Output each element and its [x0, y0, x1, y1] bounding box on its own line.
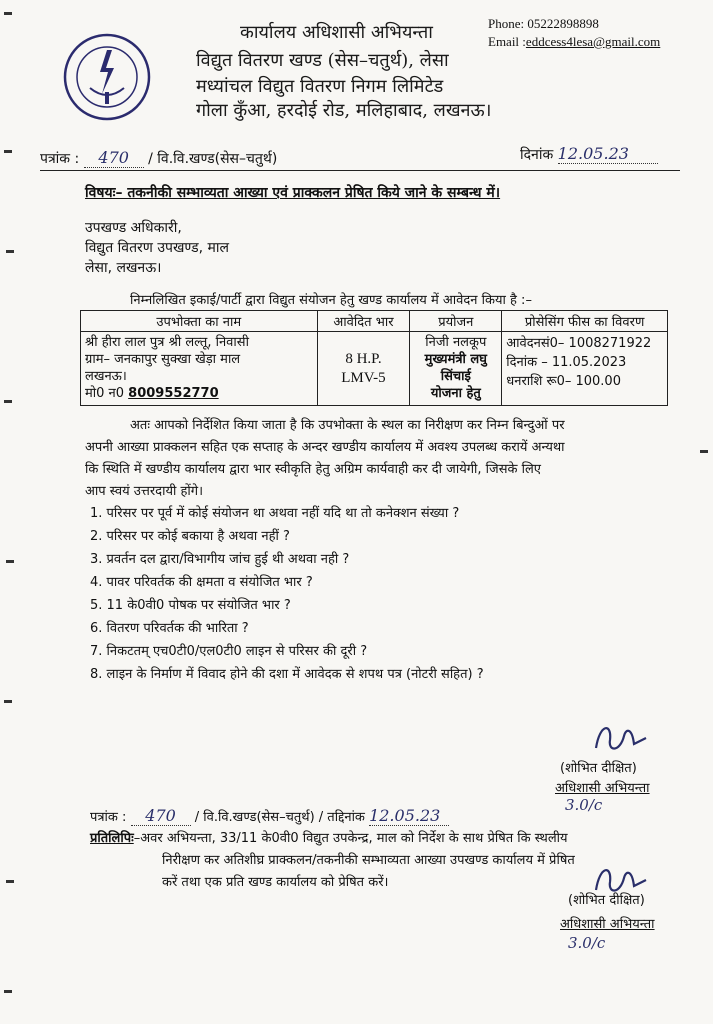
date-value: 12.05.23 — [558, 144, 658, 164]
signatory-title: अधिशासी अभियन्ता — [555, 781, 650, 796]
consumer-cell — [81, 332, 318, 406]
intro-text: निम्नलिखित इकाई/पार्टी द्वारा विद्युत संयोजन हेतु खण्ड कार्यालय में आवेदन किया है :– — [130, 293, 532, 308]
recipient-line1: उपखण्ड अधिकारी, — [85, 220, 182, 236]
list-item: 4. पावर परिवर्तक की क्षमता व संयोजित भार ? — [90, 575, 313, 590]
copy-line2: निरीक्षण कर अतिशीघ्र प्राक्कलन/तकनीकी सम्भाव्यता आख्या उपखण्ड कार्यालय में प्रेषित — [162, 853, 575, 868]
consumer-line1: श्री हीरा लाल पुत्र श्री लल्तू, निवासी — [85, 335, 249, 350]
body-line2: अपनी आख्या प्राक्कलन सहित एक सप्ताह के अन्दर खण्डीय कार्यालय में अवश्य उपलब्ध करायें अन्यथा — [85, 440, 565, 455]
recipient-line2: विद्युत वितरण उपखण्ड, माल — [85, 240, 229, 256]
email-label: Email : — [488, 34, 526, 49]
fee-amount: धनराशि रू0– 100.00 — [506, 374, 621, 389]
signatory-note-2: 3.0/c — [568, 934, 606, 952]
list-item: 8. लाइन के निर्माण में विवाद होने की दशा में आवेदक से शपथ पत्र (नोटरी सहित) ? — [90, 667, 484, 682]
load-category: LMV-5 — [341, 369, 386, 386]
body-line1: अतः आपको निर्देशित किया जाता है कि उपभोक्ता के स्थल का निरीक्षण कर निम्न बिन्दुओं पर — [130, 418, 565, 433]
copy-ref-line — [90, 806, 449, 826]
recipient-line3: लेसा, लखनऊ। — [85, 260, 162, 276]
purpose-line4: योजना हेतु — [430, 386, 481, 401]
copy-line1-wrap — [90, 828, 568, 846]
copy-label: प्रतिलिपिः — [90, 831, 134, 846]
load-hp: 8 H.P. — [345, 350, 382, 367]
list-item: 6. वितरण परिवर्तक की भारिता ? — [90, 621, 249, 636]
signature-scribble-icon — [590, 718, 650, 758]
email-address[interactable]: eddcess4lesa@gmail.com — [525, 34, 661, 49]
margin-mark — [6, 560, 14, 563]
list-item: 5. 11 के0वी0 पोषक पर संयोजित भार ? — [90, 598, 291, 613]
division-name: विद्युत वितरण खण्ड (सेस–चतुर्थ), लेसा — [196, 50, 449, 71]
patrank-value: 470 — [84, 148, 144, 168]
table-header-row — [81, 311, 668, 332]
list-item: 3. प्रवर्तन दल द्वारा/विभागीय जांच हुई थी अथवा नही ? — [90, 552, 350, 567]
col-consumer-name: उपभोक्ता का नाम — [81, 311, 318, 332]
fee-cell — [502, 332, 668, 406]
copy-date-value: 12.05.23 — [369, 806, 449, 826]
table-row — [81, 332, 668, 406]
phone-number: Phone: 05222898898 — [488, 16, 599, 31]
copy-line1: –अवर अभियन्ता, 33/11 के0वी0 विद्युत उपकेन्द्र, माल को निर्देश के साथ प्रेषित कि स्थलीय — [133, 831, 568, 846]
purpose-line1: निजी नलकूप — [425, 335, 487, 350]
list-item: 7. निकटतम् एच0टी0/एल0टी0 लाइन से परिसर की दूरी ? — [90, 644, 368, 659]
list-item: 1. परिसर पर पूर्व में कोई संयोजन था अथवा नहीं यदि था तो कनेक्शन संख्या ? — [90, 506, 460, 521]
signatory-title-2: अधिशासी अभियन्ता — [560, 917, 655, 932]
margin-mark — [6, 880, 14, 883]
ref-line — [40, 148, 277, 168]
mobile-number: 8009552770 — [128, 386, 219, 401]
purpose-line2: मुख्यमंत्री लघु — [424, 352, 487, 367]
office-title: कार्यालय अधिशासी अभियन्ता — [240, 22, 433, 43]
divider — [40, 170, 680, 171]
list-item: 2. परिसर पर कोई बकाया है अथवा नहीं ? — [90, 529, 290, 544]
margin-mark — [6, 250, 14, 253]
margin-mark — [4, 990, 12, 993]
consumer-mobile — [85, 385, 313, 402]
purpose-line3: सिंचाई — [440, 369, 471, 384]
body-line4: आप स्वयं उत्तरदायी होंगे। — [85, 484, 204, 499]
date-line — [520, 144, 658, 164]
signatory-note: 3.0/c — [565, 796, 603, 814]
margin-mark — [4, 700, 12, 703]
utility-seal-icon — [62, 32, 152, 122]
application-table — [80, 310, 668, 406]
email-line — [488, 34, 660, 50]
signatory-name-2: (शोभित दीक्षित) — [568, 893, 645, 908]
col-applied-load: आवेदित भार — [317, 311, 410, 332]
purpose-cell — [410, 332, 502, 406]
copy-patrank-label: पत्रांक : — [90, 810, 127, 825]
margin-mark — [4, 12, 12, 15]
load-cell — [317, 332, 410, 406]
col-purpose: प्रयोजन — [410, 311, 502, 332]
company-name: मध्यांचल विद्युत वितरण निगम लिमिटेड — [196, 76, 444, 97]
copy-line3: करें तथा एक प्रति खण्ड कार्यालय को प्रेषित करें। — [162, 875, 389, 890]
date-label: दिनांक — [520, 147, 554, 163]
margin-mark — [4, 150, 12, 153]
patrank-label: पत्रांक : — [40, 151, 80, 167]
subject: विषयः– तकनीकी सम्भाव्यता आख्या एवं प्राक्कलन प्रेषित किये जाने के सम्बन्ध में। — [85, 185, 501, 201]
margin-mark — [4, 400, 12, 403]
signatory-name: (शोभित दीक्षित) — [560, 761, 637, 776]
copy-ref-dept: / वि.वि.खण्ड(सेस–चतुर्थ) / तद्दिनांक — [194, 810, 365, 825]
body-line3: कि स्थिति में खण्डीय कार्यालय द्वारा भार स्वीकृति हेतु अग्रिम कार्यवाही कर दी जायेगी, जिसके लिए — [85, 462, 541, 477]
mobile-label: मो0 न0 — [85, 386, 125, 401]
consumer-line2: ग्राम– जनकापुर सुक्खा खेड़ा माल — [85, 352, 241, 367]
col-processing-fee: प्रोसेसिंग फीस का विवरण — [502, 311, 668, 332]
margin-mark — [700, 450, 708, 453]
copy-patrank-value: 470 — [131, 806, 191, 826]
consumer-line3: लखनऊ। — [85, 369, 127, 384]
fee-application-no: आवेदनसं0– 1008271922 — [506, 336, 652, 351]
ref-dept: / वि.वि.खण्ड(सेस–चतुर्थ) — [148, 151, 278, 167]
fee-date: दिनांक – 11.05.2023 — [506, 355, 627, 370]
office-address: गोला कुँआ, हरदोई रोड, मलिहाबाद, लखनऊ। — [196, 100, 492, 121]
